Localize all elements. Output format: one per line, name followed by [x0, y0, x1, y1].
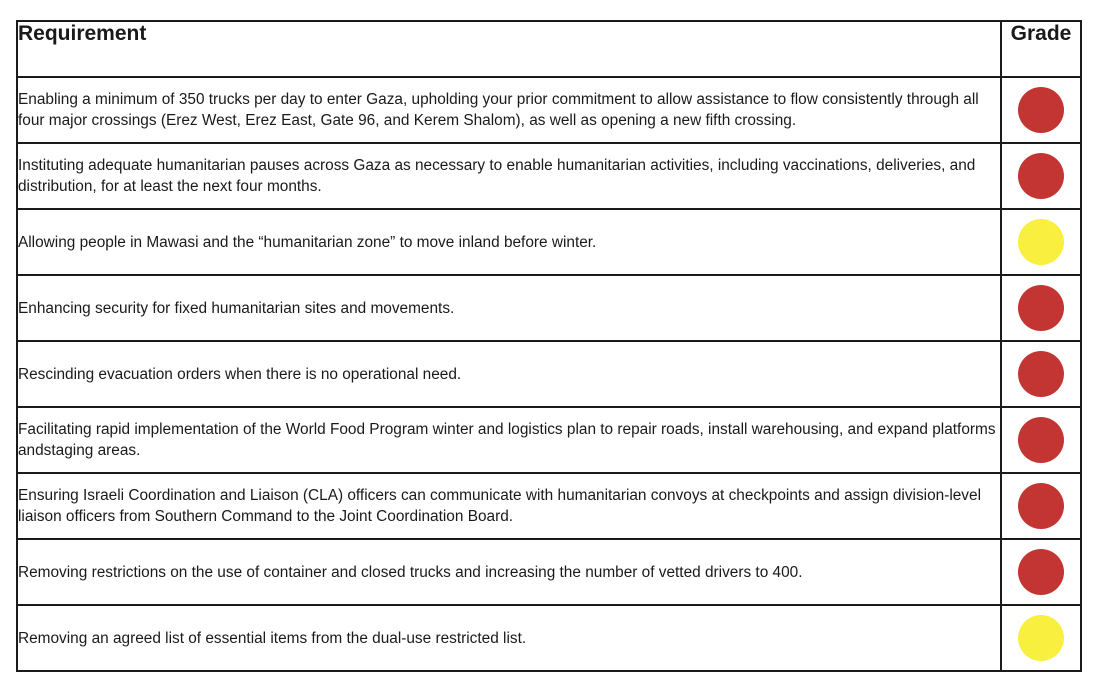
- grade-cell: [1001, 605, 1081, 671]
- requirement-cell: Allowing people in Mawasi and the “humanitarian zone” to move inland before winter.: [17, 209, 1001, 275]
- requirement-header: Requirement: [17, 21, 1001, 77]
- table-row: [17, 209, 1081, 275]
- grade-cell: [1001, 275, 1081, 341]
- header-row: [17, 21, 1081, 77]
- grade-cell: [1001, 77, 1081, 143]
- grade-indicator-yellow-dot: [1018, 615, 1064, 661]
- grade-indicator-red-dot: [1018, 285, 1064, 331]
- requirement-cell: Removing restrictions on the use of container and closed trucks and increasing the number of vetted drivers to 400.: [17, 539, 1001, 605]
- table-row: [17, 407, 1081, 473]
- table-row: [17, 539, 1081, 605]
- grade-indicator-red-dot: [1018, 153, 1064, 199]
- grade-indicator-red-dot: [1018, 351, 1064, 397]
- grade-cell: [1001, 539, 1081, 605]
- grade-cell: [1001, 209, 1081, 275]
- table-row: [17, 473, 1081, 539]
- requirement-cell: Ensuring Israeli Coordination and Liaison (CLA) officers can communicate with humanitarian convoys at checkpoints and assign division-level liaison officers from Southern Command to the Joint Coordination Board.: [17, 473, 1001, 539]
- table-row: [17, 275, 1081, 341]
- table-row: [17, 605, 1081, 671]
- requirement-cell: Rescinding evacuation orders when there is no operational need.: [17, 341, 1001, 407]
- requirement-cell: Enhancing security for fixed humanitarian sites and movements.: [17, 275, 1001, 341]
- table-row: [17, 341, 1081, 407]
- grade-cell: [1001, 407, 1081, 473]
- grade-cell: [1001, 473, 1081, 539]
- grade-header: Grade: [1001, 21, 1081, 77]
- requirement-cell: Enabling a minimum of 350 trucks per day to enter Gaza, upholding your prior commitment to allow assistance to flow consistently through all four major crossings (Erez West, Erez East, Gate 96, and Kerem Shalom), as well as opening a new fifth crossing.: [17, 77, 1001, 143]
- grade-indicator-red-dot: [1018, 483, 1064, 529]
- requirement-cell: Removing an agreed list of essential items from the dual-use restricted list.: [17, 605, 1001, 671]
- requirements-table: [16, 20, 1082, 672]
- requirement-cell: Facilitating rapid implementation of the World Food Program winter and logistics plan to repair roads, install warehousing, and expand platforms andstaging areas.: [17, 407, 1001, 473]
- grade-cell: [1001, 341, 1081, 407]
- grade-cell: [1001, 143, 1081, 209]
- grade-indicator-red-dot: [1018, 417, 1064, 463]
- grade-indicator-red-dot: [1018, 87, 1064, 133]
- grade-indicator-yellow-dot: [1018, 219, 1064, 265]
- table-row: [17, 77, 1081, 143]
- requirement-cell: Instituting adequate humanitarian pauses across Gaza as necessary to enable humanitarian activities, including vaccinations, deliveries, and distribution, for at least the next four months.: [17, 143, 1001, 209]
- table-row: [17, 143, 1081, 209]
- grade-indicator-red-dot: [1018, 549, 1064, 595]
